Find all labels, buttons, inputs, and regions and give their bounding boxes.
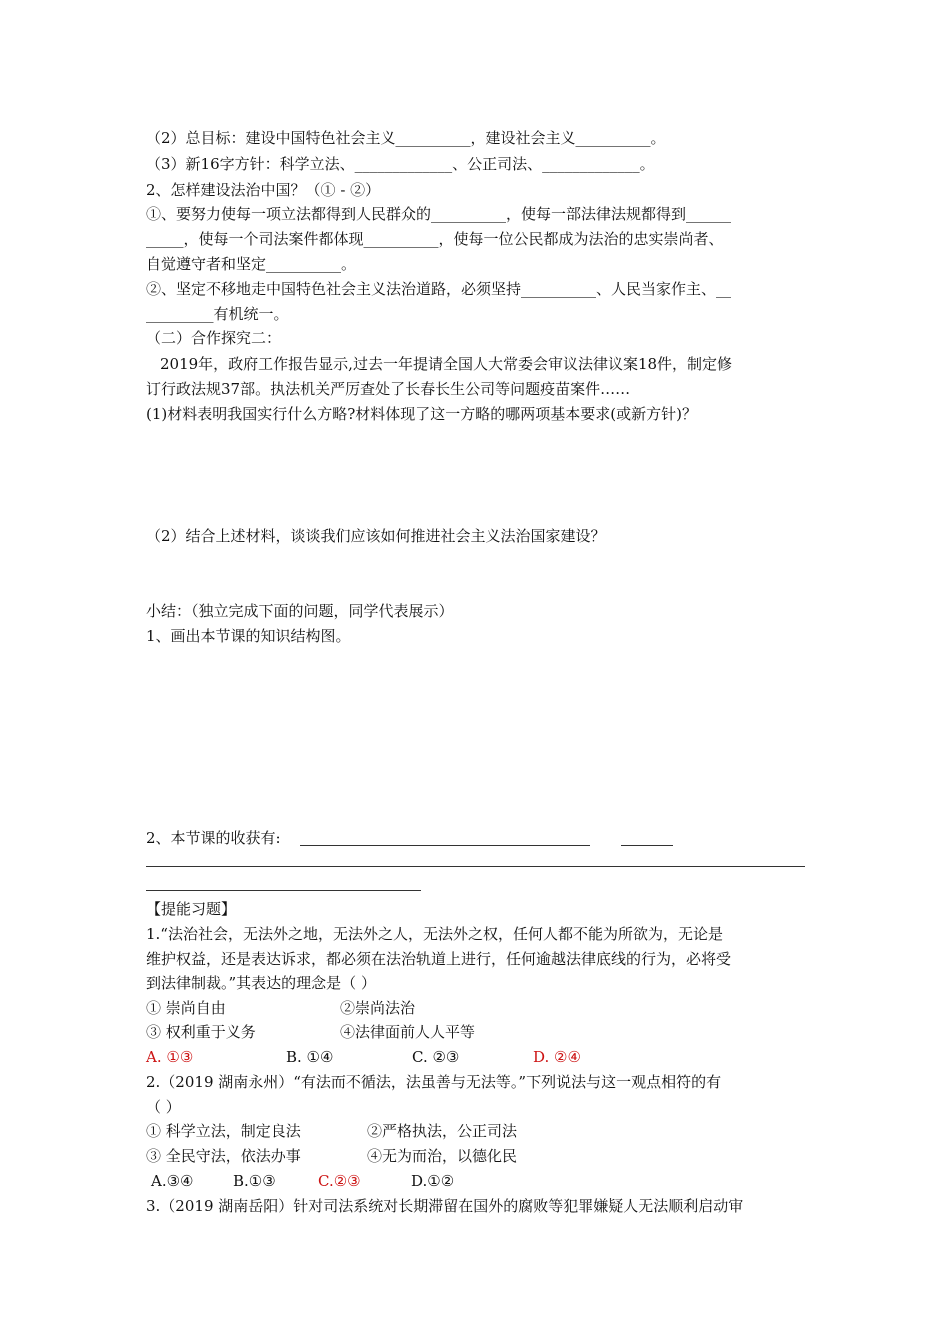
summary-item-2: 2、本节课的收获有: (146, 829, 281, 847)
q2-option-3: ③ 全民守法，依法办事 (146, 1147, 301, 1165)
q1-option-3: ③ 权利重于义务 (146, 1023, 256, 1041)
q1-choice-c: C. ②③ (412, 1048, 460, 1066)
goal-line: （2）总目标：建设中国特色社会主义__________，建设社会主义__________。 (146, 129, 666, 147)
question-2: （2）结合上述材料，谈谈我们应该如何推进社会主义法治国家建设？ (146, 527, 606, 545)
material-line1: 2019年，政府工作报告显示,过去一年提请全国人大常委会审议法律议案18件，制定修 (160, 355, 733, 373)
q3-line1: 3.（2019 湖南岳阳）针对司法系统对长期滞留在国外的腐败等犯罪嫌疑人无法顺利启动审 (146, 1197, 744, 1215)
q1-line3: 到法律制裁。”其表达的理念是（ ） (146, 974, 376, 992)
q2-option-2: ②严格执法，公正司法 (367, 1122, 518, 1140)
q2-choice-b: B.①③ (233, 1172, 276, 1190)
point1-line3: 自觉遵守者和坚定__________。 (146, 255, 357, 273)
answer-underline-1 (300, 845, 590, 846)
point2-line1: ②、坚定不移地走中国特色社会主义法治道路，必须坚持__________、人民当家作主、__ (146, 280, 732, 298)
q1-line1: 1.“法治社会，无法外之地，无法外之人，无法外之权，任何人都不能为所欲为，无论是 (146, 925, 723, 943)
q1-line2: 维护权益，还是表达诉求，都必须在法治轨道上进行，任何逾越法律底线的行为，必将受 (146, 950, 732, 968)
coop-heading: （二）合作探究二： (146, 329, 282, 347)
answer-line-short (146, 890, 421, 891)
point1-line2: _____，使每一个司法案件都体现__________，使每一位公民都成为法治的忠实崇尚者、 (146, 230, 724, 248)
point1-line1: ①、要努力使每一项立法都得到人民群众的__________，使每一部法律法规都得到______ (146, 205, 732, 223)
new-policy-line: （3）新16字方针：科学立法、_____________、公正司法、_____________。 (146, 155, 655, 173)
q2-option-4: ④无为而治，以德化民 (367, 1147, 518, 1165)
answer-line-full (146, 866, 805, 867)
q2-line1: 2.（2019 湖南永州）“有法而不循法，法虽善与无法等。”下列说法与这一观点相符的有 (146, 1073, 722, 1091)
q2-choice-c: C.②③ (318, 1172, 361, 1190)
q2-choice-d: D.①② (411, 1172, 455, 1190)
summary-item-1: 1、画出本节课的知识结构图。 (146, 627, 351, 645)
q1-choice-a: A. ①③ (146, 1048, 194, 1066)
q2-choice-a: A.③④ (151, 1172, 194, 1190)
how-heading: 2、怎样建设法治中国？（① - ②） (146, 181, 381, 199)
q1-option-4: ④法律面前人人平等 (340, 1023, 476, 1041)
q1-choice-d: D. ②④ (533, 1048, 581, 1066)
answer-underline-2 (621, 845, 673, 846)
material-line2: 订行政法规37部。执法机关严厉查处了长春长生公司等问题疫苗案件…… (146, 380, 631, 398)
q2-line2: （ ） (146, 1098, 181, 1116)
q2-option-1: ① 科学立法，制定良法 (146, 1122, 301, 1140)
q1-option-2: ②崇尚法治 (340, 999, 416, 1017)
exercise-heading: 【提能习题】 (146, 900, 237, 918)
summary-heading: 小结：（独立完成下面的问题，同学代表展示） (146, 602, 454, 620)
question-1: (1)材料表明我国实行什么方略?材料体现了这一方略的哪两项基本要求(或新方针)？ (146, 405, 697, 423)
point2-line2: _________有机统一。 (146, 305, 289, 323)
q1-option-1: ① 崇尚自由 (146, 999, 226, 1017)
q1-choice-b: B. ①④ (286, 1048, 334, 1066)
